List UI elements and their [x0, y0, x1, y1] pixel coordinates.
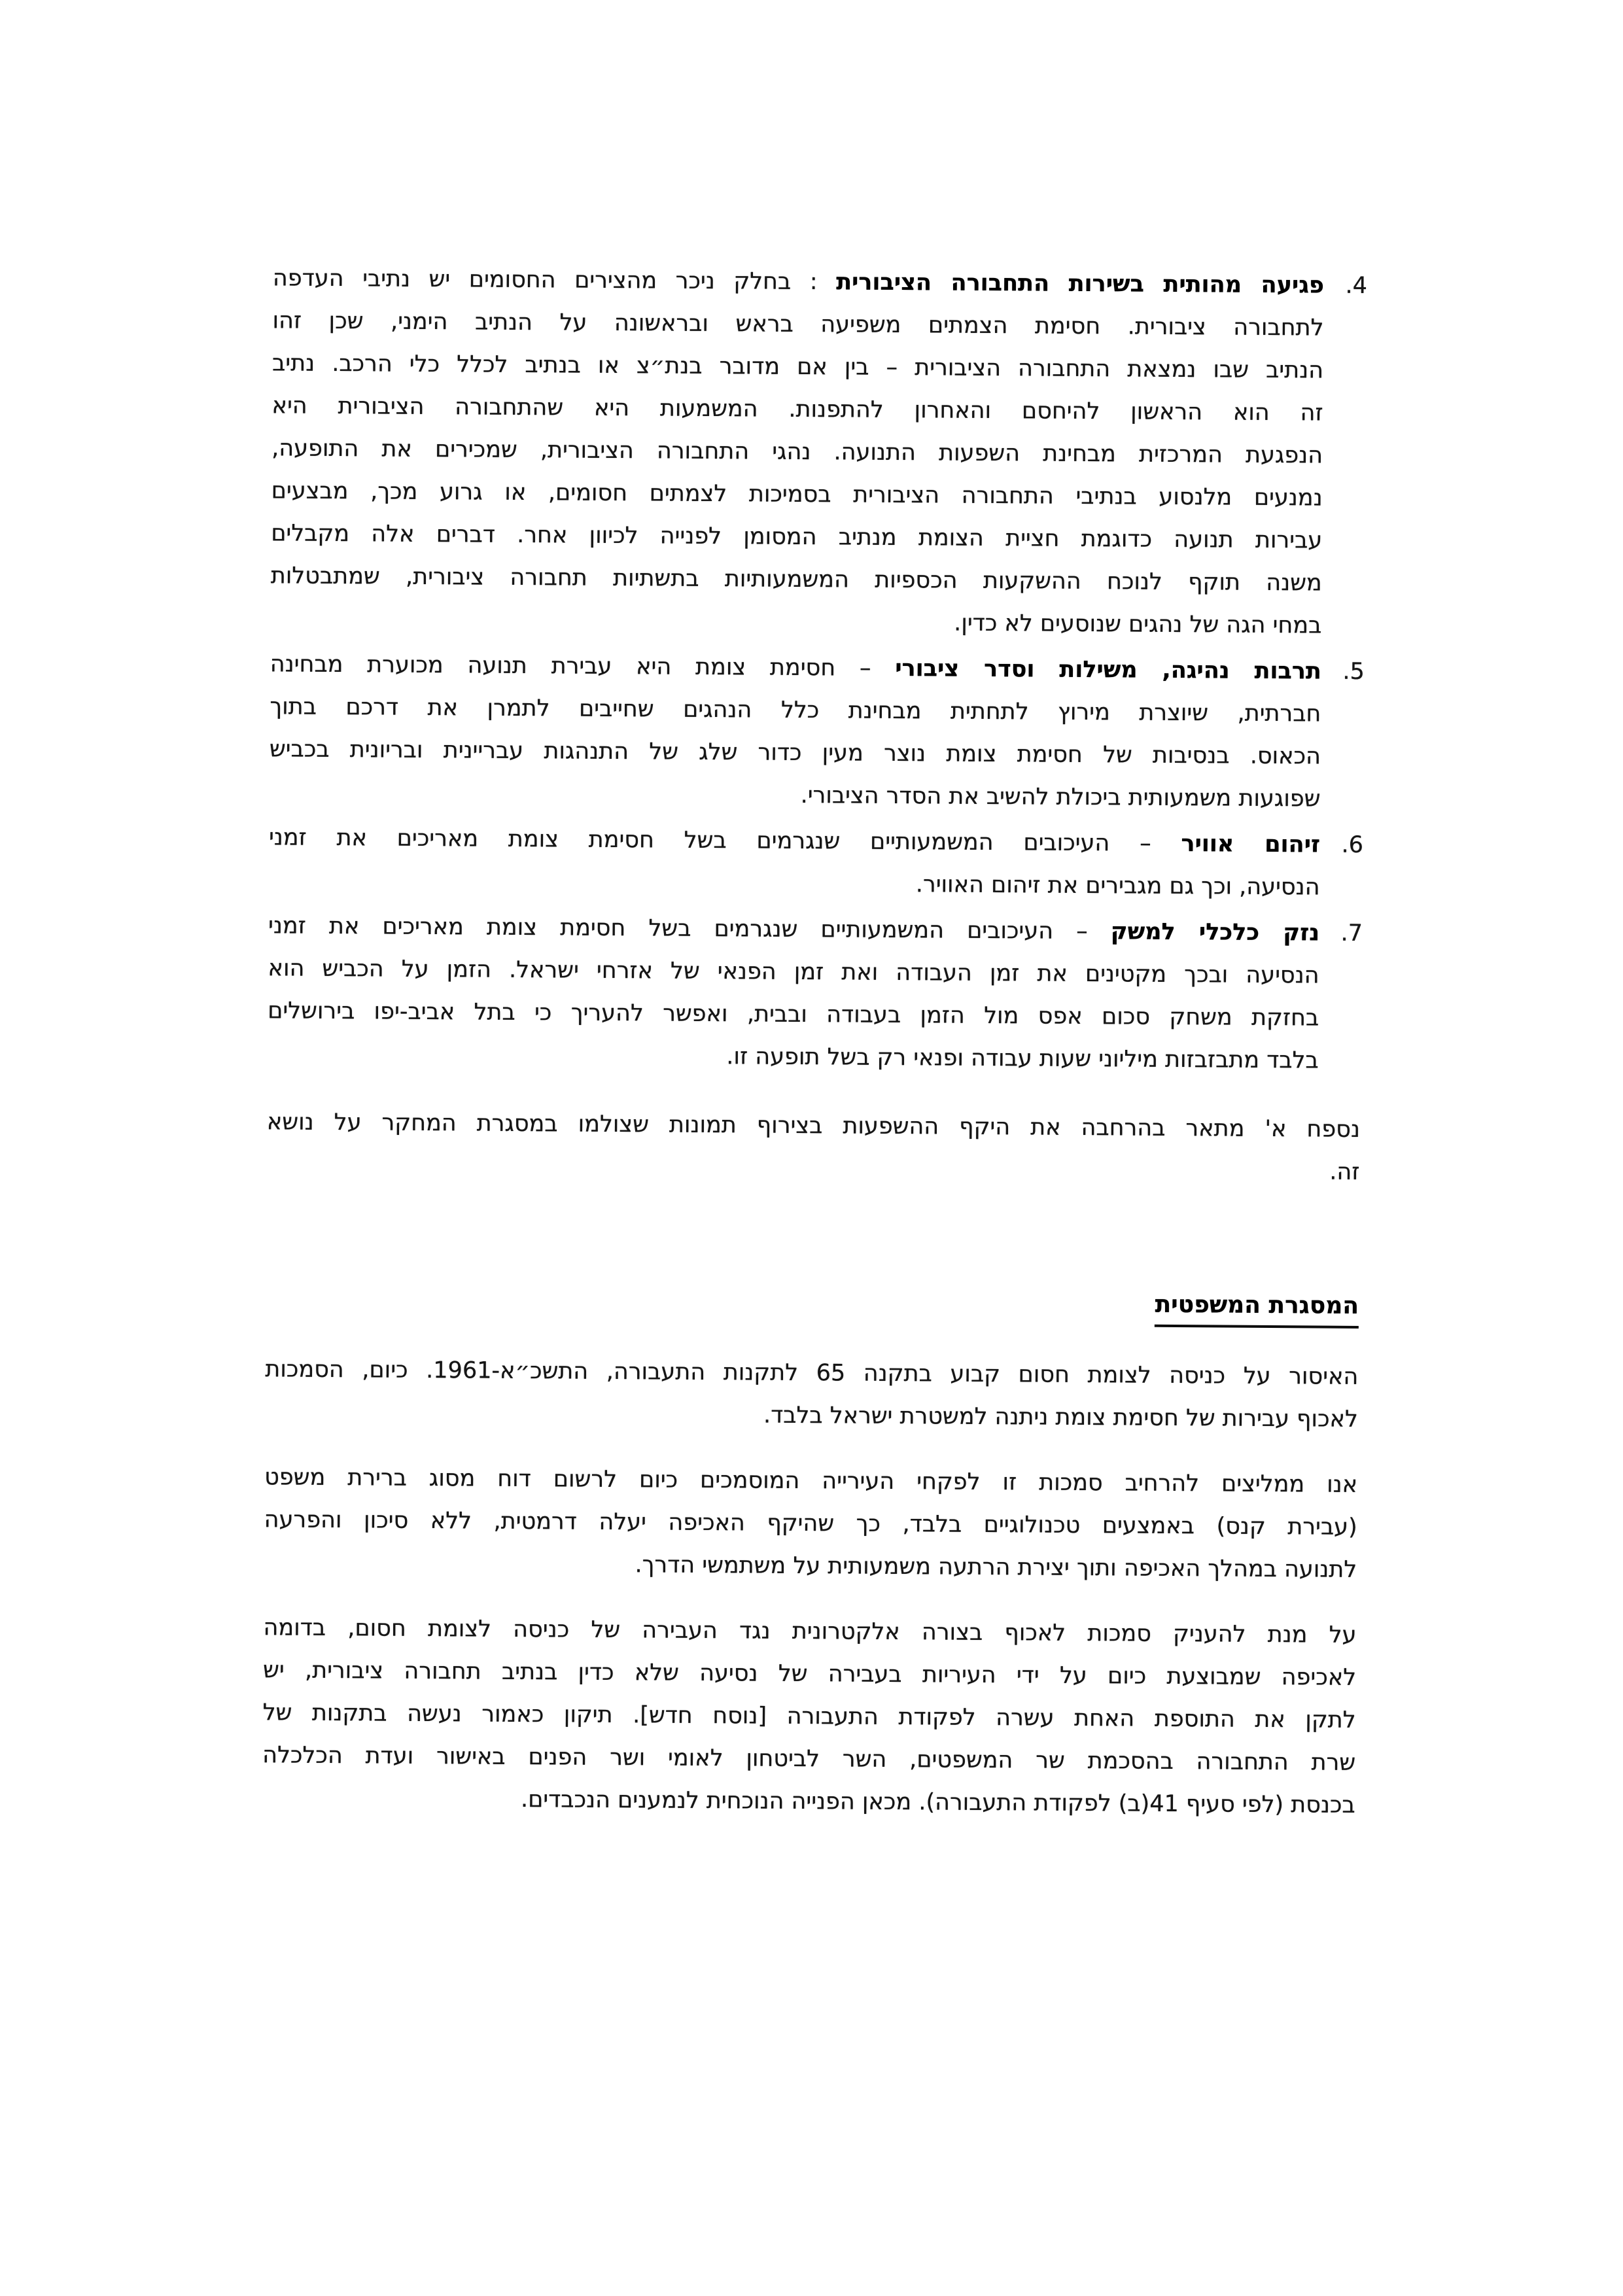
text-line: שרת התחבורה בהסכמת שר המשפטים, השר לביטחון לאומי ושר הפנים באישור ועדת הכלכלה: [262, 1742, 1356, 1776]
list-item-number: 6.: [1341, 831, 1364, 858]
text-line: הנפגעת המרכזית מבחינת השפעות התנועה. נהגי התחבורה הציבורית, שמכירים את התופעה,: [271, 435, 1323, 469]
text-line: לאכוף עבירות של חסימת צומת ניתנה למשטרת ישראל בלבד.: [763, 1402, 1358, 1433]
text-line: [273, 257, 1324, 307]
list-item: [270, 257, 1366, 648]
list-item-first-line-text: : בחלק ניכר מהצירים החסומים יש נתיבי העדפה: [272, 265, 837, 296]
text-line: עבירות תנועה כדוגמת חציית הצומת מנתיב המסומן לפנייה לכיוון אחר. דברים אלה מקבלים: [271, 520, 1323, 554]
list-item-title: תרבות נהיגה, משילות וסדר ציבורי: [895, 655, 1321, 685]
paragraph: [265, 1348, 1359, 1441]
list-item-first-line-text: – חסימת צומת היא עבירת תנועה מכוערת מבחינה: [270, 651, 896, 682]
text-line: לתנועה במהלך האכיפה ותוך יצירת הרתעה משמעותית על משתמשי הדרך.: [635, 1552, 1357, 1583]
list-item-title: זיהום אוויר: [1181, 831, 1321, 858]
text-line: אנו ממליצים להרחיב סמכות זו לפקחי העירייה המוסמכים כיום לרשום דוח מסוג ברירת משפט: [264, 1464, 1358, 1498]
text-line: הנסיעה ובכך מקטינים את זמן העבודה ואת זמן הפנאי של אזרחי ישראל. הזמן על הכביש הוא: [268, 955, 1319, 989]
text-line: לתחבורה ציבורית. חסימת הצמתים משפיעה בראש ובראשונה על הנתיב הימני, שכן זהו: [272, 307, 1324, 341]
list-item-first-line-text: – העיכובים המשמעותיים שנגרמים בשל חסימת צומת מאריכים את זמני: [268, 913, 1111, 945]
text-line: חברתית, שיוצרת מירוץ לתחתית מבחינת כלל הנהגים שחייבים לתמרן את דרכם בתוך: [270, 693, 1321, 727]
paragraph: [262, 1607, 1357, 1827]
text-line: האיסור על כניסה לצומת חסום קבוע בתקנה 65 לתקנות התעבורה, התשכ״א-1961. כיום, הסמכות: [265, 1356, 1359, 1390]
section-heading: המסגרת המשפטית: [1155, 1286, 1359, 1329]
appendix-note-paragraph: [266, 1101, 1360, 1194]
legal-section: [266, 1278, 1359, 1331]
numbered-list: [267, 257, 1366, 1083]
text-line: בחזקת משחק סכום אפס מול הזמן בעבודה ובבית, ואפשר להעריך כי בתל אביב-יפו בירושלים: [268, 998, 1319, 1032]
text-line: הנתיב שבו נמצאת התחבורה הציבורית – בין אם מדובר בנת״צ או בנתיב לכלל כלי הרכב. נתיב: [271, 350, 1324, 384]
list-item: [269, 643, 1363, 821]
list-item-title: נזק כלכלי למשק: [1110, 918, 1320, 947]
text-line: (עבירת קנס) באמצעים טכנולוגיים בלבד, כך שהיקף האכיפה יעלה דרמטית, ללא סיכון והפרעה: [264, 1506, 1357, 1540]
text-line: [269, 816, 1320, 866]
text-line: בכנסת (לפי סעיף 41(ב) לפקודת התעבורה). מכאן הפנייה הנוכחית לנמענים הנכבדים.: [520, 1786, 1355, 1818]
text-line: הנסיעה, וכך גם מגבירים את זיהום האוויר.: [915, 871, 1320, 901]
text-line: בלבד מתבזבזות מיליוני שעות עבודה ופנאי רק בשל תופעה זו.: [726, 1043, 1319, 1074]
text-line: על מנת להעניק סמכות לאכוף בצורה אלקטרונית נגד העבירה של כניסה לצומת חסום, בדומה: [263, 1614, 1357, 1648]
list-item-number: 5.: [1342, 658, 1365, 685]
legal-paragraphs: [262, 1348, 1359, 1827]
list-item-title: פגיעה מהותית בשירות התחבורה הציבורית: [836, 269, 1325, 299]
text-line: [268, 905, 1319, 954]
list-item: [268, 816, 1362, 909]
text-line: משנה תוקף לנוכח ההשקעות הכספיות המשמעותיות בתשתיות תחבורה ציבורית, שמתבטלות: [270, 563, 1322, 597]
text-line: [270, 643, 1321, 693]
list-item-first-line-text: – העיכובים המשמעותיים שנגרמים בשל חסימת צומת מאריכים את זמני: [268, 824, 1181, 858]
text-line: זה.: [1329, 1158, 1360, 1185]
text-line: הכאוס. בנסיבות של חסימת צומת נוצר מעין כדור שלג של התנהגות עבריינית ובריונית בכביש: [269, 736, 1321, 770]
list-item-number: 4.: [1345, 272, 1368, 300]
text-line: לאכיפה שמבוצעת כיום על ידי העיריות בעבירה של נסיעה שלא כדין בנתיב תחבורה ציבורית, יש: [262, 1657, 1357, 1691]
list-item-number: 7.: [1340, 920, 1363, 947]
text-line: נספח א' מתאר בהרחבה את היקף ההשפעות בצירוף תמונות שצולמו במסגרת המחקר על נושא: [266, 1109, 1361, 1143]
text-line: שפוגעות משמעותית ביכולת להשיב את הסדר הציבורי.: [800, 782, 1321, 812]
text-line: זה הוא הראשון להיחסם והאחרון להתפנות. המשמעות היא שהתחבורה הציבורית היא: [271, 392, 1323, 426]
list-item: [267, 905, 1361, 1083]
text-line: במחי הגה של נהגים שנוסעים לא כדין.: [954, 610, 1322, 639]
paragraph: [264, 1456, 1357, 1592]
text-line: נמנעים מלנסוע בנתיבי התחבורה הציבורית בסמיכות לצמתים חסומים, או גרוע מכך, מבצעים: [271, 478, 1323, 512]
text-line: לתקן את התוספת האחת עשרה לפקודת התעבורה [נוסח חדש]. תיקון כאמור נעשה בתקנות של: [262, 1699, 1356, 1733]
